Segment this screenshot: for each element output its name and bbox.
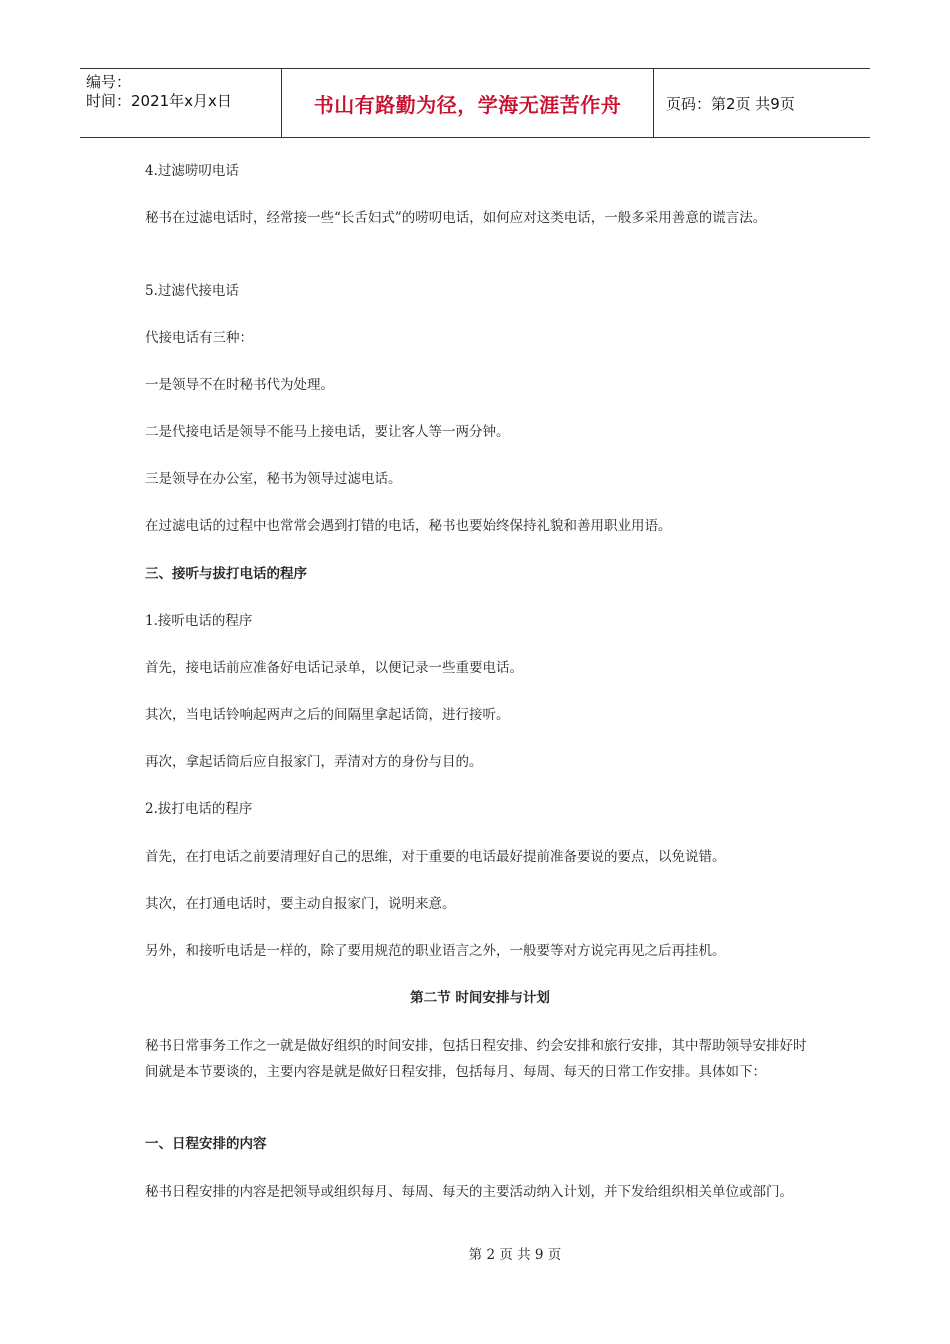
paragraph: 三是领导在办公室，秘书为领导过滤电话。 — [145, 471, 402, 487]
paragraph: 另外，和接听电话是一样的，除了要用规范的职业语言之外，一般要等对方说完再见之后再挂机。 — [145, 943, 726, 959]
paragraph: 代接电话有三种： — [145, 330, 253, 346]
paragraph: 在过滤电话的过程中也常常会遇到打错的电话，秘书也要始终保持礼貌和善用职业用语。 — [145, 518, 672, 534]
page-footer: 第 2 页 共 9 页 — [468, 1247, 562, 1263]
paragraph: 秘书在过滤电话时，经常接一些“长舌妇式”的唠叨电话，如何应对这类电话，一般多采用善意的谎言法。 — [145, 210, 767, 226]
subheading: 4.过滤唠叨电话 — [145, 163, 239, 179]
subheading: 1.接听电话的程序 — [145, 613, 253, 629]
section-heading: 一、日程安排的内容 — [145, 1136, 267, 1152]
page-header — [80, 68, 870, 138]
chapter-heading: 第二节 时间安排与计划 — [410, 990, 550, 1006]
paragraph: 秘书日程安排的内容是把领导或组织每月、每周、每天的主要活动纳入计划，并下发给组织相关单位或部门。 — [145, 1184, 793, 1200]
time-label: 时间：2021年x月x日 — [86, 92, 232, 110]
paragraph: 一是领导不在时秘书代为处理。 — [145, 377, 334, 393]
paragraph: 秘书日常事务工作之一就是做好组织的时间安排，包括日程安排、约会安排和旅行安排，其中帮助领导安排好时间就是本节要谈的，主要内容是就是做好日程安排，包括每月、每周、每天的日常工作安排。具体如下： — [145, 1038, 807, 1080]
paragraph: 其次，当电话铃响起两声之后的间隔里拿起话筒，进行接听。 — [145, 707, 510, 723]
paragraph: 二是代接电话是领导不能马上接电话，要让客人等一两分钟。 — [145, 424, 510, 440]
subheading: 2.拔打电话的程序 — [145, 801, 253, 817]
header-page-info: 页码：第2页 共9页 — [666, 94, 795, 113]
paragraph: 首先，接电话前应准备好电话记录单，以便记录一些重要电话。 — [145, 660, 523, 676]
header-meta — [80, 69, 282, 137]
paragraph: 首先，在打电话之前要清理好自己的思维，对于重要的电话最好提前准备要说的要点，以免说错。 — [145, 849, 726, 865]
subheading: 5.过滤代接电话 — [145, 283, 239, 299]
section-heading: 三、接听与拔打电话的程序 — [145, 566, 307, 582]
number-label: 编号： — [86, 73, 132, 91]
paragraph: 其次，在打通电话时，要主动自报家门，说明来意。 — [145, 896, 456, 912]
paragraph: 再次，拿起话筒后应自报家门，弄清对方的身份与目的。 — [145, 754, 483, 770]
header-motto: 书山有路勤为径，学海无涯苦作舟 — [282, 69, 654, 137]
